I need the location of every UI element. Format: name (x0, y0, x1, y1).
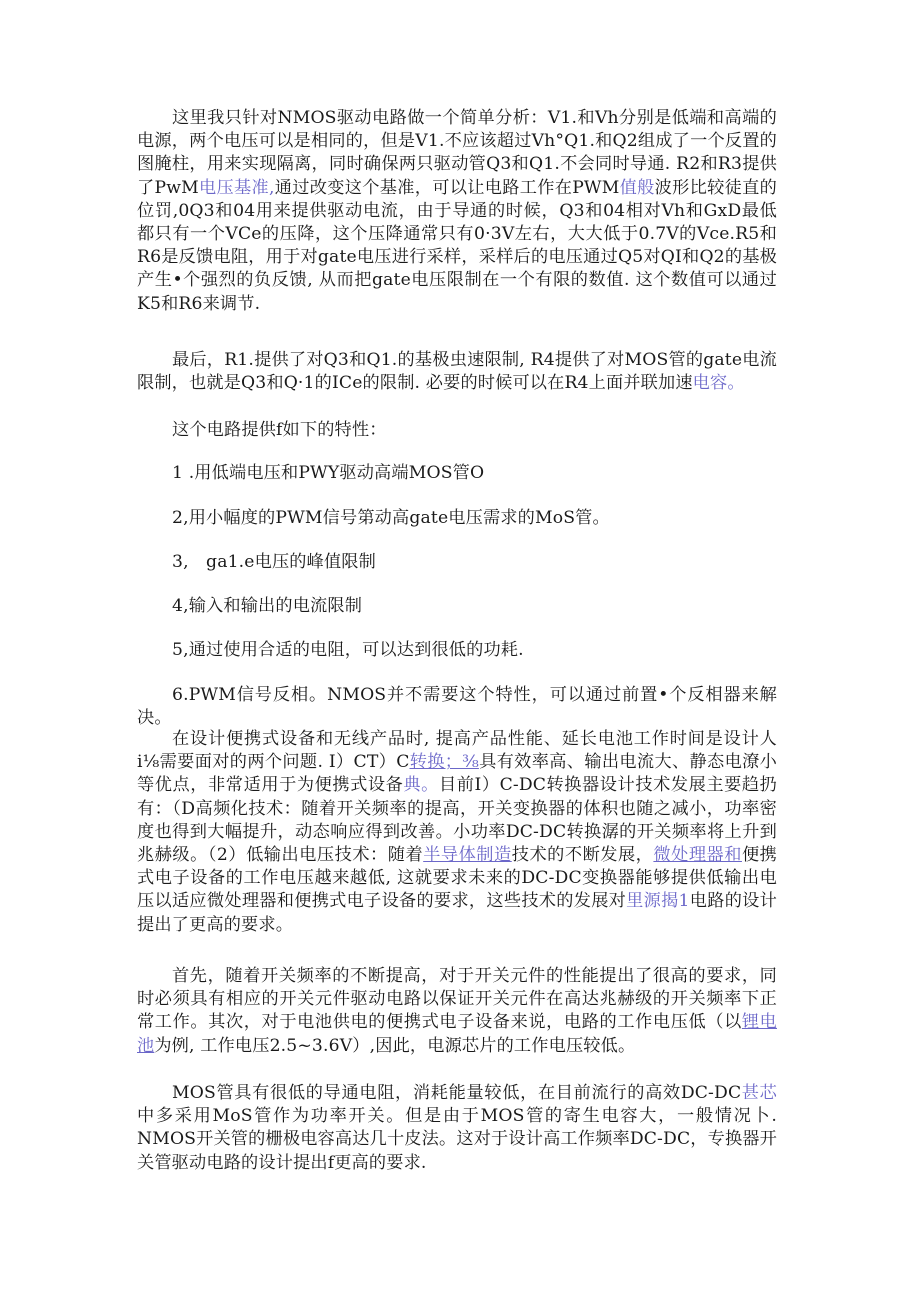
inline-link[interactable]: 典。 (403, 775, 439, 796)
feature-item-6 (137, 684, 777, 730)
paragraph-r1-r4-limits (137, 349, 777, 395)
paragraph-nmos-analysis (137, 107, 777, 316)
text-run: 3, ga1.e电压的峰值限制 (172, 552, 376, 572)
inline-link-underlined[interactable]: 锂电池 (137, 1012, 777, 1056)
text-run: 最后，R1.提供了对Q3和Q1.的基极虫速限制, R4提供了对MOS管的gate电流限制，也就是Q3和Q·1的ICe的限制. 必要的时候可以在R4上面并联加速 (137, 350, 777, 394)
paragraph-switching-frequency (137, 965, 777, 1058)
paragraph-features-intro (137, 419, 777, 442)
text-run: 具有效率高、输出电流大、静态电潦小等优点，非常适用于为便携式设备 (137, 752, 777, 796)
text-run: 为例, 工作电压2.5~3.6V）,因此，电源芯片的工作电压较低。 (154, 1035, 636, 1056)
text-run: 这个电路提供f如下的特性： (172, 420, 387, 440)
feature-item-4 (137, 595, 777, 618)
inline-link[interactable]: 甚芯 (741, 1083, 777, 1103)
text-run: 中多采用MoS管作为功率开关。但是由于MOS管的寄生电容大，一般情况卜. NMOS开关管的栅极电容高达几十皮法。这对于设计高工作频率DC-DC，专换器开关管驱动电路的设计提出f更高的要求. (137, 1106, 777, 1173)
text-run: 便携式电子设备的工作电压越来越低, 这就要求未来的DC-DC变换器能够提供低输出电压以适应微处理器和便携式电子设备的要求，这些技术的发展对 (137, 845, 777, 912)
inline-link[interactable]: 电压基准, (198, 177, 275, 198)
text-run: 4,输入和输出的电流限制 (172, 596, 363, 616)
inline-link[interactable]: 电容。 (692, 373, 745, 394)
text-run: 电路的设计提出了更高的要求。 (137, 891, 777, 935)
feature-item-1 (137, 462, 777, 485)
text-run: 2,用小幅度的PWM信号第动高gate电压需求的MoS管。 (172, 508, 610, 528)
text-run: 这里我只针对NMOS驱动电路做一个简单分析：V1.和Vh分别是低端和高端的电源，两个电压可以是相同的，但是V1.不应该超过Vh°Q1.和Q2组成了一个反置的图腌柱，用来实现隔离，同时确保两只驱动管Q3和Q1.不会同时导通. R2和R3提供了PwM (137, 108, 777, 198)
feature-item-5 (137, 639, 777, 662)
inline-link-underlined[interactable]: 半导体制造 (423, 845, 512, 866)
text-run: 首先，随着开关频率的不断提高，对于开关元件的性能提出了很高的要求，同时必须具有相应的开关元件驱动电路以保证开关元件在高达兆赫级的开关频率下正常工作。其次，对于电池供电的便携式电子设备来说，电路的工作电压低（以 (137, 966, 777, 1033)
text-run: 波形比较徒直的位罚,0Q3和04用来提供驱动电流，由于导通的时候，Q3和04相对Vh和GxD最低都只有一个VCe的压降，这个压降通常只有0·3V左右，大大低于0.7V的Vce.R5和R6是反馈电阻，用于对gate电压进行采样，采样后的电压通过Q5对QI和Q2的基极产生•个强烈的负反馈, 从而把gate电压限制在一个有限的数值. 这个数值可以通过K5和R6来调节. (137, 177, 777, 314)
inline-link[interactable]: 里源揭1 (626, 891, 690, 912)
paragraph-portable-dcdc (137, 728, 777, 937)
feature-item-3 (137, 551, 777, 574)
text-run: 1 .用低端电压和PWY驱动高端MOS管O (172, 463, 485, 483)
text-run: 6.PWM信号反相。NMOS并不需要这个特性，可以通过前置•个反相器来解决。 (137, 685, 777, 729)
feature-item-2 (137, 507, 777, 530)
inline-link-underlined[interactable]: 微处理器和 (653, 845, 742, 866)
text-run: 通过改变这个基准，可以让电路工作在PWM (274, 177, 620, 198)
text-run: 技术的不断发展， (511, 845, 654, 866)
text-run: 目前I）C-DC转换器设计技术发展主要趋扔有：（D高频化技术：随着开关频率的提高，开关变换器的体积也随之减小，功率密度也得到大幅提升，动态响应得到改善。小功率DC-DC转换潺的开关频率将上升到兆赫级。（2）低输出电压技术：随着 (137, 775, 777, 866)
text-run: 在设计便携式设备和无线产品时, 提高产品性能、延长电池工作时间是设计人i⅛需要面对的两个问题. I）CT）C (137, 729, 777, 773)
text-run: MOS管具有很低的导通电阻，消耗能量较低，在目前流行的高效DC-DC (172, 1083, 742, 1103)
text-run: 5,通过使用合适的电阻，可以达到很低的功耗. (172, 640, 524, 660)
inline-link-underlined[interactable]: 转换；⅜ (409, 752, 479, 773)
paragraph-mos-switch (137, 1082, 777, 1175)
inline-link[interactable]: 值般 (619, 177, 655, 198)
